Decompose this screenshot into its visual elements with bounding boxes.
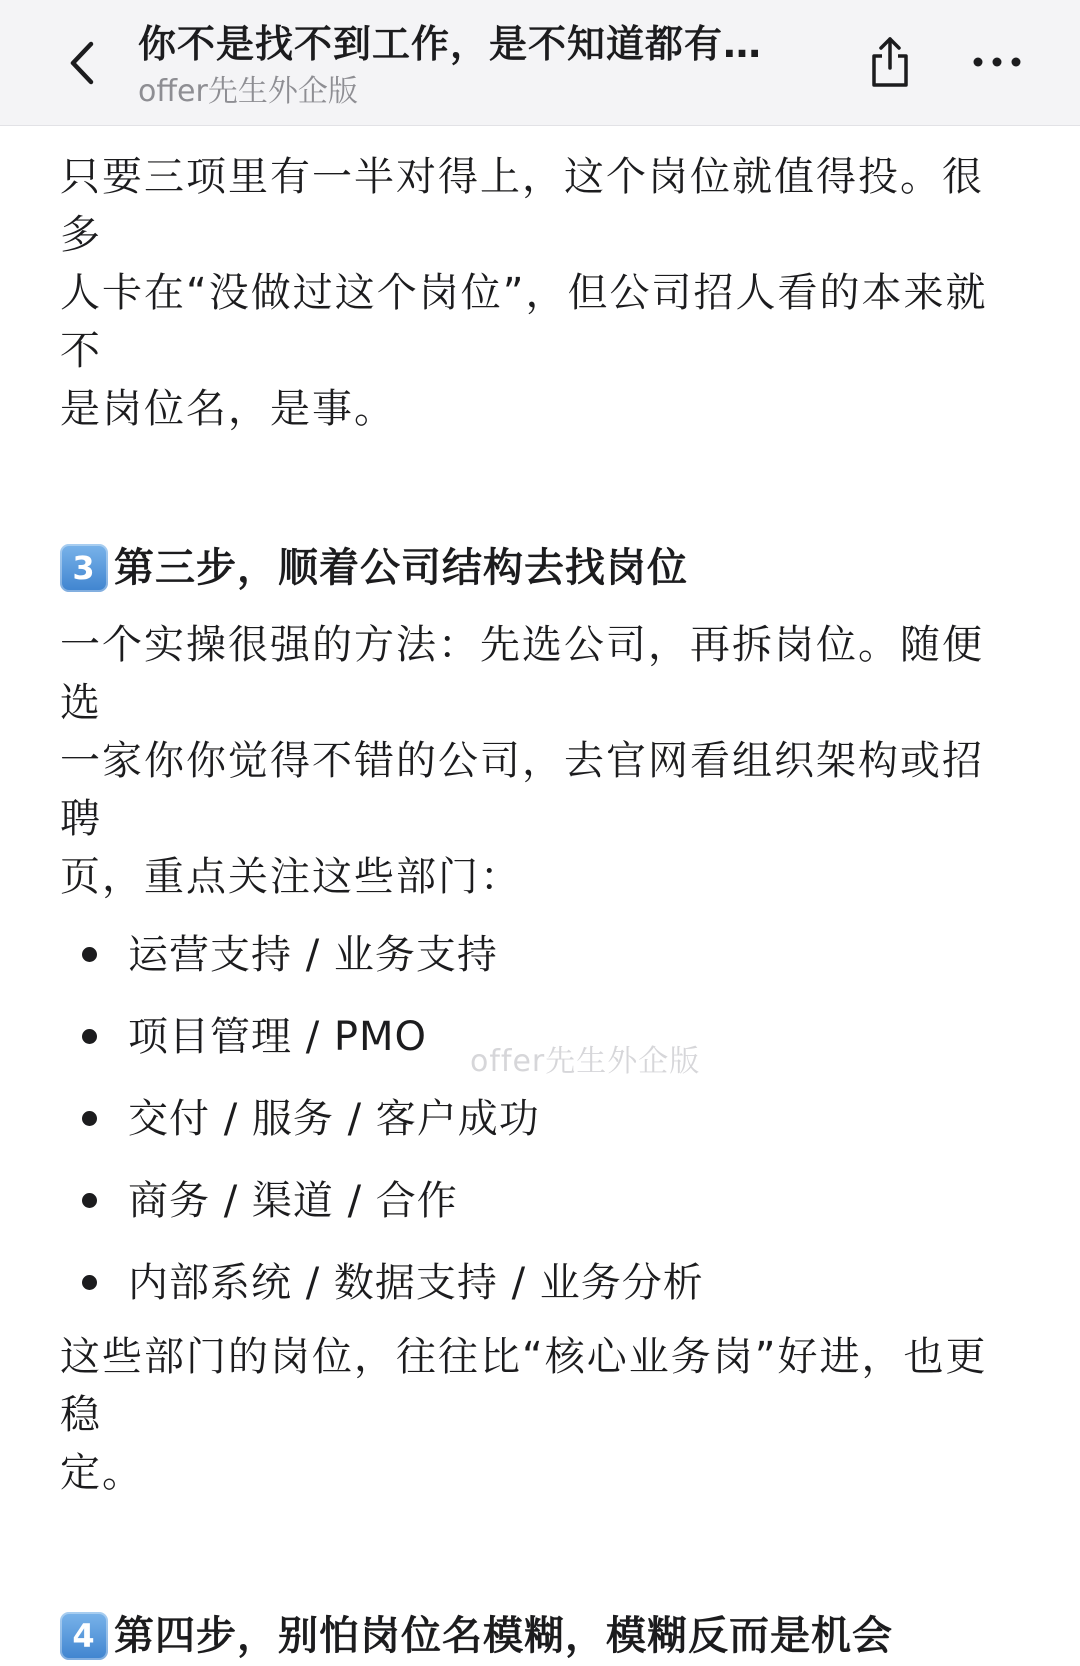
keycap-4-icon: 4 (60, 1612, 108, 1660)
text-line: 只要三项里有一半对得上，这个岗位就值得投。很多 (60, 154, 984, 258)
chevron-left-icon (67, 40, 97, 86)
top-nav-bar (0, 0, 1080, 126)
step3-paragraph (60, 616, 1020, 906)
more-button[interactable] (962, 30, 1032, 94)
list-item-text: 项目管理 / PMO (128, 1014, 428, 1060)
bullet-icon (82, 1275, 97, 1290)
department-list (60, 914, 1020, 1324)
keycap-3-icon: 3 (60, 544, 108, 592)
list-item (60, 914, 1020, 996)
text-line: 一个实操很强的方法：先选公司，再拆岗位。随便选 (60, 622, 984, 726)
step4-heading (60, 1606, 1020, 1666)
text-line: 这些部门的岗位，往往比“核心业务岗”好进，也更稳 (60, 1334, 988, 1438)
text-line: 人卡在“没做过这个岗位”，但公司招人看的本来就不 (60, 270, 988, 374)
list-item-text: 运营支持 / 业务支持 (128, 932, 498, 978)
list-item (60, 1160, 1020, 1242)
account-name[interactable]: offer先生外企版 (138, 74, 358, 109)
text-line: 页，重点关注这些部门： (60, 854, 522, 900)
list-item (60, 1078, 1020, 1160)
list-item-text: 商务 / 渠道 / 合作 (128, 1178, 458, 1224)
text-line: 定。 (60, 1450, 144, 1496)
step3-closing-paragraph (60, 1328, 1020, 1502)
bullet-icon (82, 1111, 97, 1126)
list-item-text: 内部系统 / 数据支持 / 业务分析 (128, 1260, 704, 1306)
share-icon (868, 34, 912, 90)
watermark: offer先生外企版 (470, 1044, 701, 1079)
page-title: 你不是找不到工作，是不知道都有… (138, 22, 763, 66)
share-button[interactable] (858, 30, 922, 94)
step4-title: 第四步，别怕岗位名模糊，模糊反而是机会 (114, 1613, 893, 1659)
back-button[interactable] (52, 28, 112, 98)
intro-paragraph (60, 148, 1020, 438)
bullet-icon (82, 1029, 97, 1044)
step3-heading (60, 538, 1020, 598)
header-title-block (138, 16, 818, 112)
ellipsis-icon (972, 56, 1022, 68)
step3-title: 第三步，顺着公司结构去找岗位 (114, 545, 688, 591)
article-content (60, 148, 1020, 1666)
text-line: 一家你你觉得不错的公司，去官网看组织架构或招聘 (60, 738, 984, 842)
bullet-icon (82, 947, 97, 962)
list-item-text: 交付 / 服务 / 客户成功 (128, 1096, 540, 1142)
bullet-icon (82, 1193, 97, 1208)
text-line: 是岗位名，是事。 (60, 386, 396, 432)
list-item (60, 1242, 1020, 1324)
list-item (60, 996, 1020, 1078)
